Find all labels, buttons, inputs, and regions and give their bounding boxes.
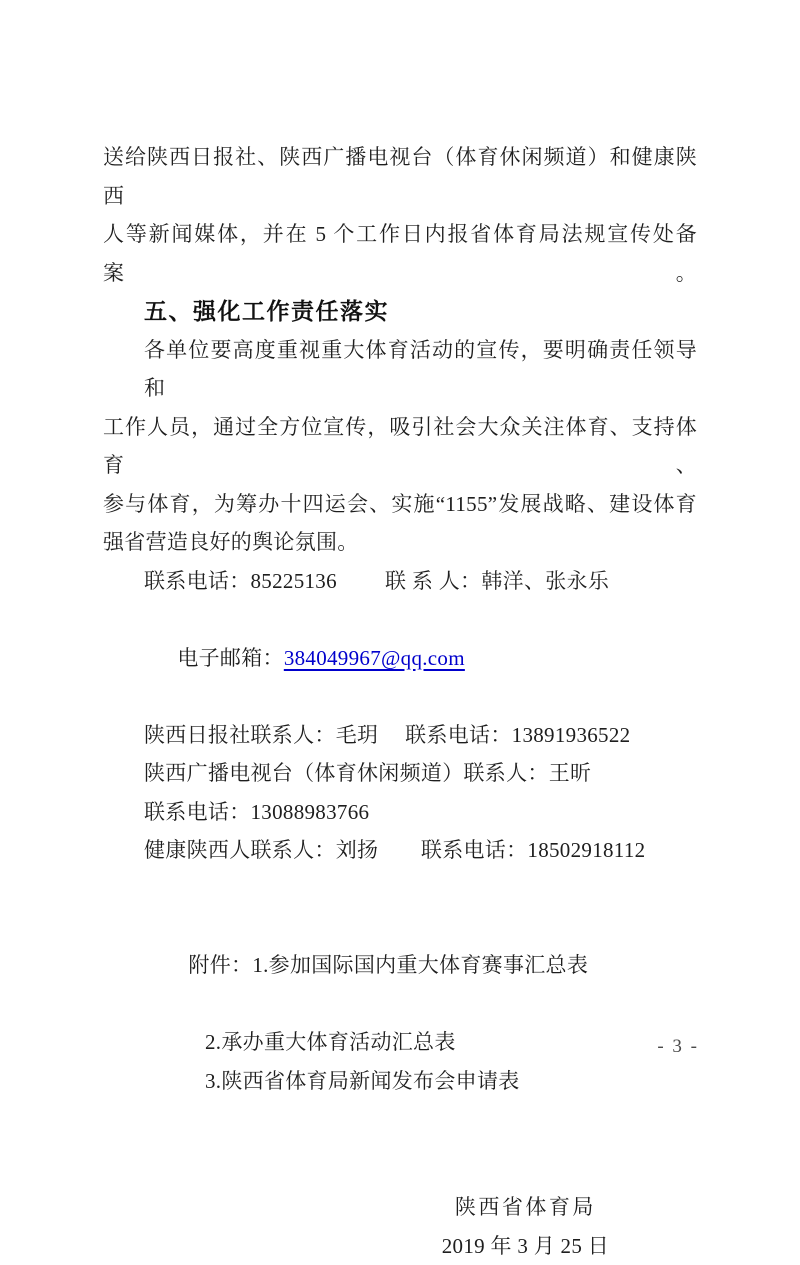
continuation-line: 送给陕西日报社、陕西广播电视台（体育休闲频道）和健康陕西 xyxy=(103,138,697,215)
contact-tv-line: 陕西广播电视台（体育休闲频道）联系人：王昕 xyxy=(103,754,697,793)
email-link[interactable]: 384049967@qq.com xyxy=(284,646,465,670)
paragraph-line: 各单位要高度重视重大体育活动的宣传，要明确责任领导和 xyxy=(103,331,697,408)
attachments-label: 附件： xyxy=(188,953,252,977)
paragraph-line: 工作人员，通过全方位宣传，吸引社会大众关注体育、支持体育、 xyxy=(103,408,697,485)
paragraph-line: 参与体育，为筹办十四运会、实施“1155”发展战略、建设体育 xyxy=(103,485,697,524)
attachment-item xyxy=(103,908,697,1024)
attachment-item: 2.承办重大体育活动汇总表 xyxy=(103,1023,697,1062)
attachment-item: 3.陕西省体育局新闻发布会申请表 xyxy=(103,1062,697,1101)
section-heading: 五、强化工作责任落实 xyxy=(103,292,697,331)
page-number: - 3 - xyxy=(657,1036,699,1058)
email-label: 电子邮箱： xyxy=(177,646,284,670)
document-content xyxy=(103,138,697,1265)
contact-tv-phone-line: 联系电话：13088983766 xyxy=(103,793,697,832)
signature-organization: 陕西省体育局 xyxy=(442,1188,609,1227)
contact-health-line: 健康陕西人联系人：刘扬 联系电话：18502918112 xyxy=(103,831,697,870)
contact-daily-paper-line: 陕西日报社联系人：毛玥 联系电话：13891936522 xyxy=(103,716,697,755)
continuation-line: 人等新闻媒体，并在 5 个工作日内报省体育局法规宣传处备案。 xyxy=(103,215,697,292)
attachment-item-text: 1.参加国际国内重大体育赛事汇总表 xyxy=(252,953,588,977)
attachments-block xyxy=(103,908,697,1101)
signature-date: 2019 年 3 月 25 日 xyxy=(442,1227,609,1265)
contact-email-line xyxy=(103,600,697,716)
contact-phone-person-line: 联系电话：85225136 联 系 人：韩洋、张永乐 xyxy=(103,562,697,601)
paragraph-line: 强省营造良好的舆论氛围。 xyxy=(103,523,697,562)
signature-block xyxy=(442,1188,609,1265)
